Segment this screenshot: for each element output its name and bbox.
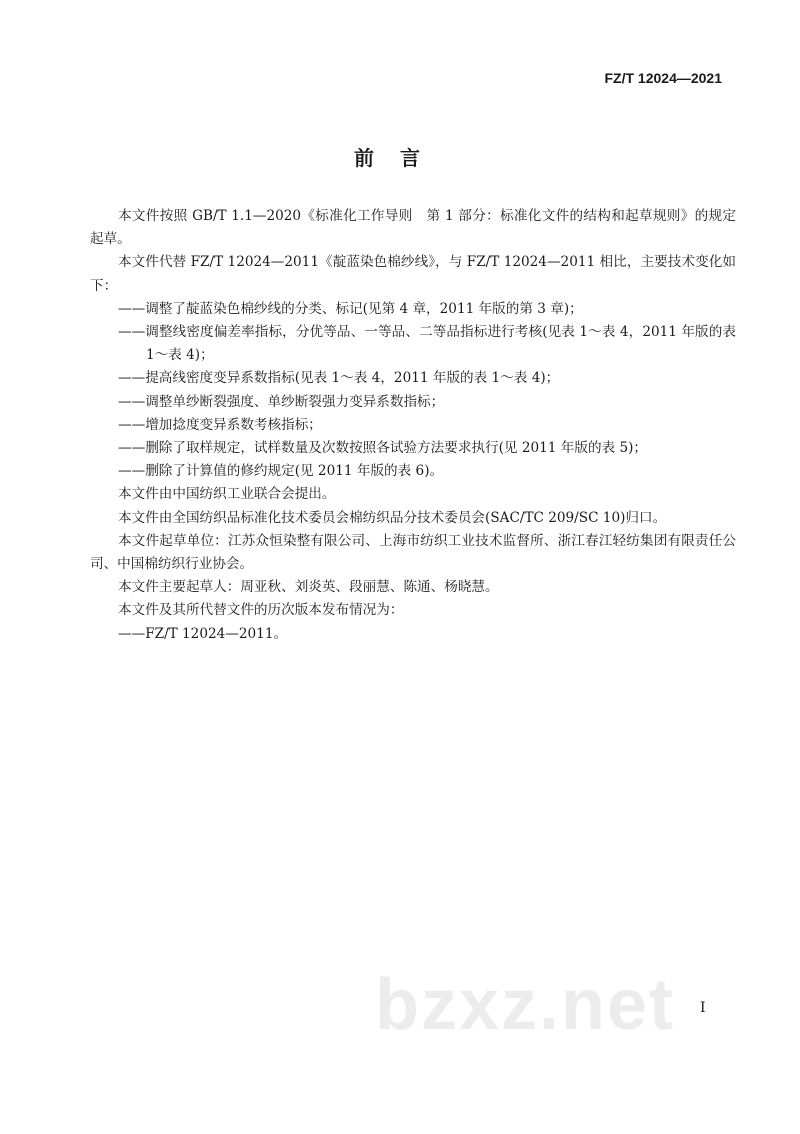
history-list: [90, 623, 736, 646]
list-item: ——删除了计算值的修约规定(见 2011 年版的表 6)。: [118, 463, 444, 480]
paragraph: 本文件起草单位：江苏众恒染整有限公司、上海市纺织工业技术监督所、浙江春江轻纺集团有限责任公司、中国棉纺织行业协会。: [90, 532, 736, 573]
standard-number-header: FZ/T 12024—2021: [604, 70, 722, 86]
paragraph: 本文件按照 GB/T 1.1—2020《标准化工作导则 第 1 部分：标准化文件的结构和起草规则》的规定起草。: [90, 208, 736, 248]
list-item: ——删除了取样规定，试样数量及次数按照各试验方法要求执行(见 2011 年版的表 5)；: [118, 440, 647, 457]
list-item: ——提高线密度变异系数指标(见表 1～表 4，2011 年版的表 1～表 4)；: [118, 370, 560, 387]
paragraph: 本文件及其所代替文件的历次版本发布情况为：: [118, 602, 404, 619]
list-item: ——FZ/T 12024—2011。: [118, 625, 288, 642]
watermark: bzxz.net: [375, 965, 676, 1045]
paragraph: 本文件代替 FZ/T 12024—2011《靛蓝染色棉纱线》，与 FZ/T 12024—2011 相比，主要技术变化如下：: [90, 254, 736, 294]
paragraph: 本文件主要起草人：周亚秋、刘炎英、段丽慧、陈通、杨晓慧。: [118, 579, 499, 596]
change-list: [90, 298, 736, 484]
paragraph: 本文件由中国纺织工业联合会提出。: [118, 486, 336, 503]
list-item: ——增加捻度变异系数考核指标；: [118, 416, 322, 433]
list-item: ——调整线密度偏差率指标，分优等品、一等品、二等品指标进行考核(见表 1～表 4，2011 年版的表 1～表 4)；: [118, 324, 736, 364]
page-number: I: [700, 1000, 706, 1016]
foreword-body: [90, 205, 736, 646]
list-item: ——调整单纱断裂强度、单纱断裂强力变异系数指标；: [118, 393, 445, 410]
page-title: 前言: [354, 146, 446, 170]
paragraph: 本文件由全国纺织品标准化技术委员会棉纺织品分技术委员会(SAC/TC 209/SC 10)归口。: [118, 509, 667, 526]
list-item: ——调整了靛蓝染色棉纱线的分类、标记(见第 4 章，2011 年版的第 3 章)；: [118, 300, 583, 317]
